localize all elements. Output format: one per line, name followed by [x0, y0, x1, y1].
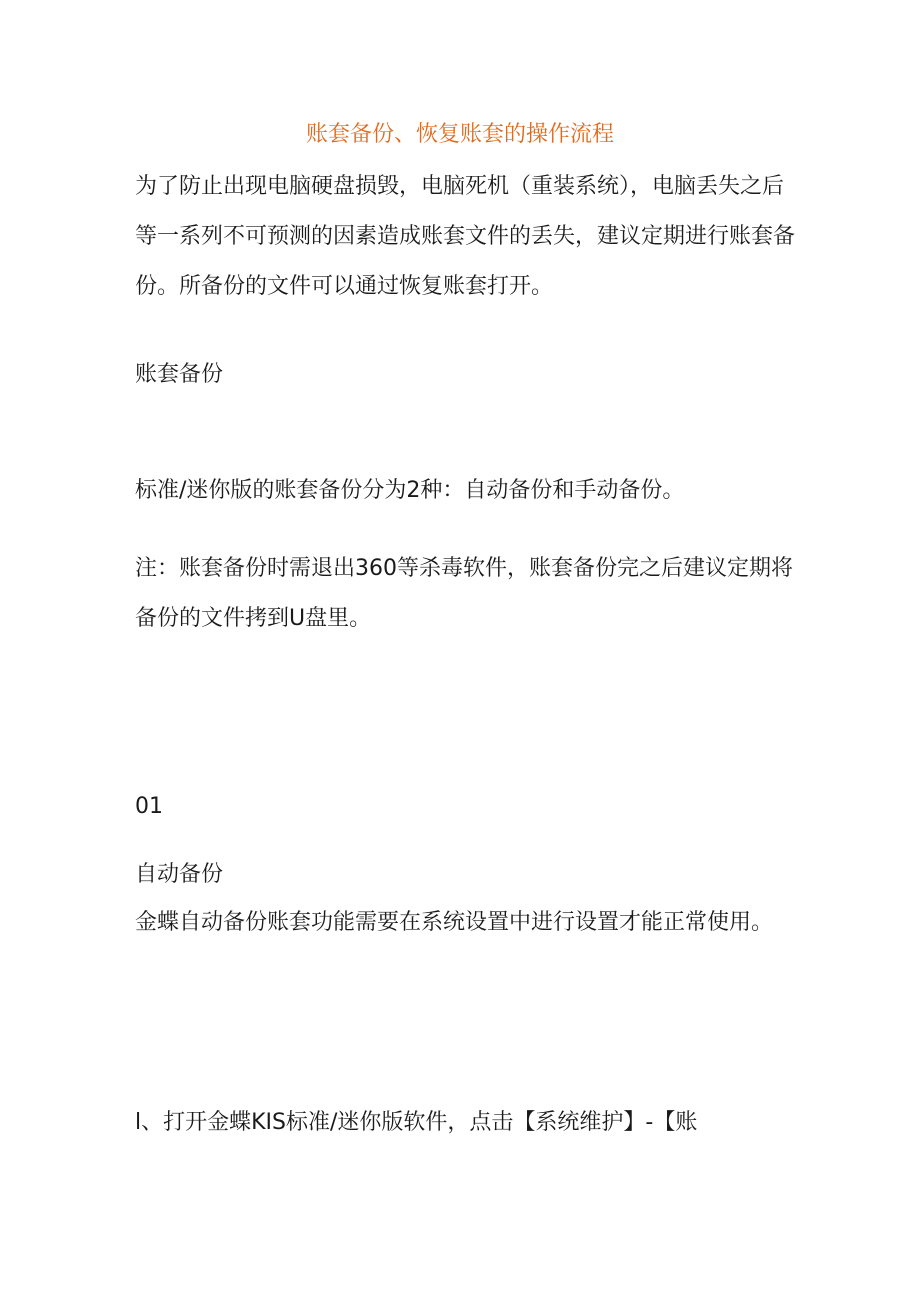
note-paragraph: 注：账套备份时需退出360等杀毒软件，账套备份完之后建议定期将备份的文件拷到U盘里。 — [135, 556, 793, 631]
backup-types-paragraph: 标准/迷你版的账套备份分为2种：自动备份和手动备份。 — [135, 478, 685, 503]
intro-paragraph: 为了防止出现电脑硬盘损毁，电脑死机（重装系统），电脑丢失之后等一系列不可预测的因素造成账套文件的丢失，建议定期进行账套备份。所备份的文件可以通过恢复账套打开。 — [135, 174, 796, 299]
step-1-paragraph: l、打开金蝶KIS标准/迷你版软件，点击【系统维护】-【账 — [135, 1110, 698, 1135]
section-number: 01 — [135, 794, 163, 819]
section-heading-backup: 账套备份 — [135, 362, 224, 387]
auto-backup-heading: 自动备份 — [135, 862, 224, 887]
auto-backup-description: 金蝶自动备份账套功能需要在系统设置中进行设置才能正常使用。 — [135, 910, 774, 935]
document-title: 账套备份、恢复账套的操作流程 — [305, 122, 614, 147]
